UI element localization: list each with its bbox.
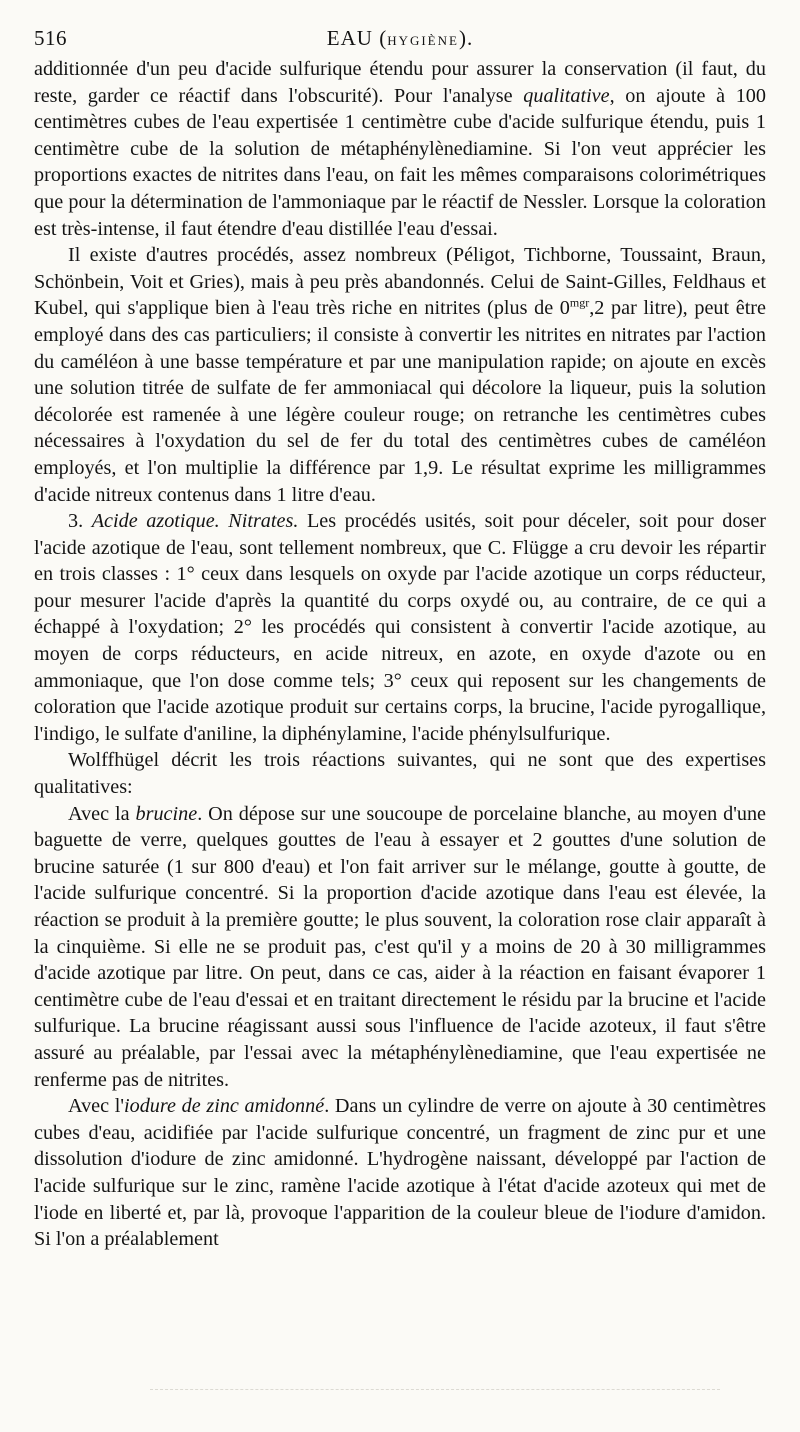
text-run: Avec la [68, 802, 136, 825]
running-title-main: EAU ( [326, 26, 388, 50]
paragraph [34, 242, 766, 508]
text-run: Avec l' [68, 1095, 125, 1118]
paragraph [34, 1093, 766, 1253]
paragraph [34, 56, 766, 242]
italic-text: qualitative [523, 84, 610, 107]
text-run: . Dans un cylindre de verre on ajoute à 30 centimètres cubes d'eau, acidifiée par l'acide sulfurique concentré, un fragment de zinc pur et une dissolution d'iodure de zinc amidonné. L'hydrogène naissant, développé par l'action de l'acide sulfurique sur le zinc, ramène l'acide azotique à l'état d'acide azoteux qui met de l'iode en liberté et, par là, provoque l'apparition de la couleur bleue de l'iodure d'amidon. Si l'on a préalablement [34, 1095, 766, 1251]
text-run: Les procédés usités, soit pour déceler, soit pour doser l'acide azotique de l'eau, sont tellement nombreux, que C. Flügge a cru devoir les répartir en trois classes : 1° ceux dans lesquels on oxyde par l'acide azotique un corps réducteur, pour mesurer l'acide d'après la quantité du corps oxydé ou, au contraire, de ce qui a échappé à l'oxydation; 2° les procédés qui consistent à convertir l'acide azotique, au moyen de corps réducteurs, en acide nitreux, en azote, en oxyde d'azote ou en ammoniaque, que l'on dose comme tels; 3° ceux qui reposent sur les changements de coloration que l'acide azotique produit sur certains corps, la brucine, l'acide pyrogallique, l'indigo, le sulfate d'aniline, la diphénylamine, l'acide phénylsulfurique. [34, 510, 766, 745]
body-text [34, 56, 766, 1253]
text-run: , on ajoute à 100 centimètres cubes de l'eau expertisée 1 centimètre cube d'acide sulfurique étendu, puis 1 centimètre cube de la solution de métaphénylènediamine. Si l'on veut apprécier les proportions exactes de nitrites dans l'eau, on fait les mêmes comparaisons colorimétriques que pour la détermination de l'ammoniaque par le réactif de Nessler. Lorsque la coloration est très-intense, il faut étendre d'eau distillée l'eau d'essai. [34, 84, 766, 240]
running-header [34, 22, 766, 56]
paragraph [34, 747, 766, 800]
text-run: Wolffhügel décrit les trois réactions suivantes, qui ne sont que des expertises qualitatives: [34, 749, 766, 799]
italic-text: brucine [135, 802, 198, 825]
paragraph [34, 508, 766, 747]
italic-text: Acide azotique. Nitrates. [91, 510, 299, 533]
text-run: 3. [68, 510, 92, 533]
running-title [34, 26, 766, 51]
paragraph [34, 801, 766, 1094]
running-title-subject: HYGIÈNE [387, 33, 459, 48]
italic-text: iodure de zinc amidonné [124, 1095, 325, 1118]
page-number: 516 [34, 26, 67, 50]
text-run: . On dépose sur une soucoupe de porcelaine blanche, au moyen d'une baguette de verre, quelques gouttes de l'eau à essayer et 2 gouttes d'une solution de brucine saturée (1 sur 800 d'eau) et l'on fait arriver sur le mélange, goutte à goutte, de l'acide sulfurique concentré. Si la proportion d'acide azotique dans l'eau est élevée, la réaction se produit à la première goutte; le plus souvent, la coloration rose clair apparaît à la cinquième. Si elle ne se produit pas, c'est qu'il y a moins de 20 à 30 milligrammes d'acide azotique par litre. On peut, dans ce cas, aider à la réaction en faisant évaporer 1 centimètre cube de l'eau d'essai et en traitant directement le résidu par la brucine et l'acide sulfurique. La brucine réagissant aussi sous l'influence de l'acide azoteux, il faut s'être assuré au préalable, par l'essai avec la métaphénylènediamine, que l'eau expertisée ne renferme pas de nitrites. [34, 802, 766, 1091]
superscript-text: mgr [569, 295, 590, 310]
text-run: Il existe d'autres procédés, assez nombreux (Péligot, Tichborne, Toussaint, Braun, Schönbein, Voit et Gries), mais à peu près abandonnés. Celui de Saint-Gilles, Feldhaus et Kubel, qui s'applique bien à l'eau très riche en nitrites (plus de 0 [34, 244, 766, 320]
bottom-margin-rule [150, 1389, 720, 1390]
text-run: ,2 par litre), peut être employé dans des cas particuliers; il consiste à convertir les nitrites en nitrates par l'action du caméléon à une basse température et par une manipulation rapide; on ajoute en excès une solution titrée de sulfate de fer ammoniacal qui décolore la liqueur, puis la solution décolorée est ramenée à une légère couleur rouge; on retranche les centimètres cubes nécessaires à l'oxydation du sel de fer du total des centimètres cubes de caméléon employés, et l'on multiplie la différence par 1,9. Le résultat exprime les milligrammes d'acide nitreux contenus dans 1 litre d'eau. [34, 297, 766, 506]
running-title-end: ). [458, 26, 474, 50]
text-run: additionnée d'un peu d'acide sulfurique étendu pour assurer la conservation (il faut, du reste, garder ce réactif dans l'obscurité). Pour l'analyse [34, 58, 766, 107]
